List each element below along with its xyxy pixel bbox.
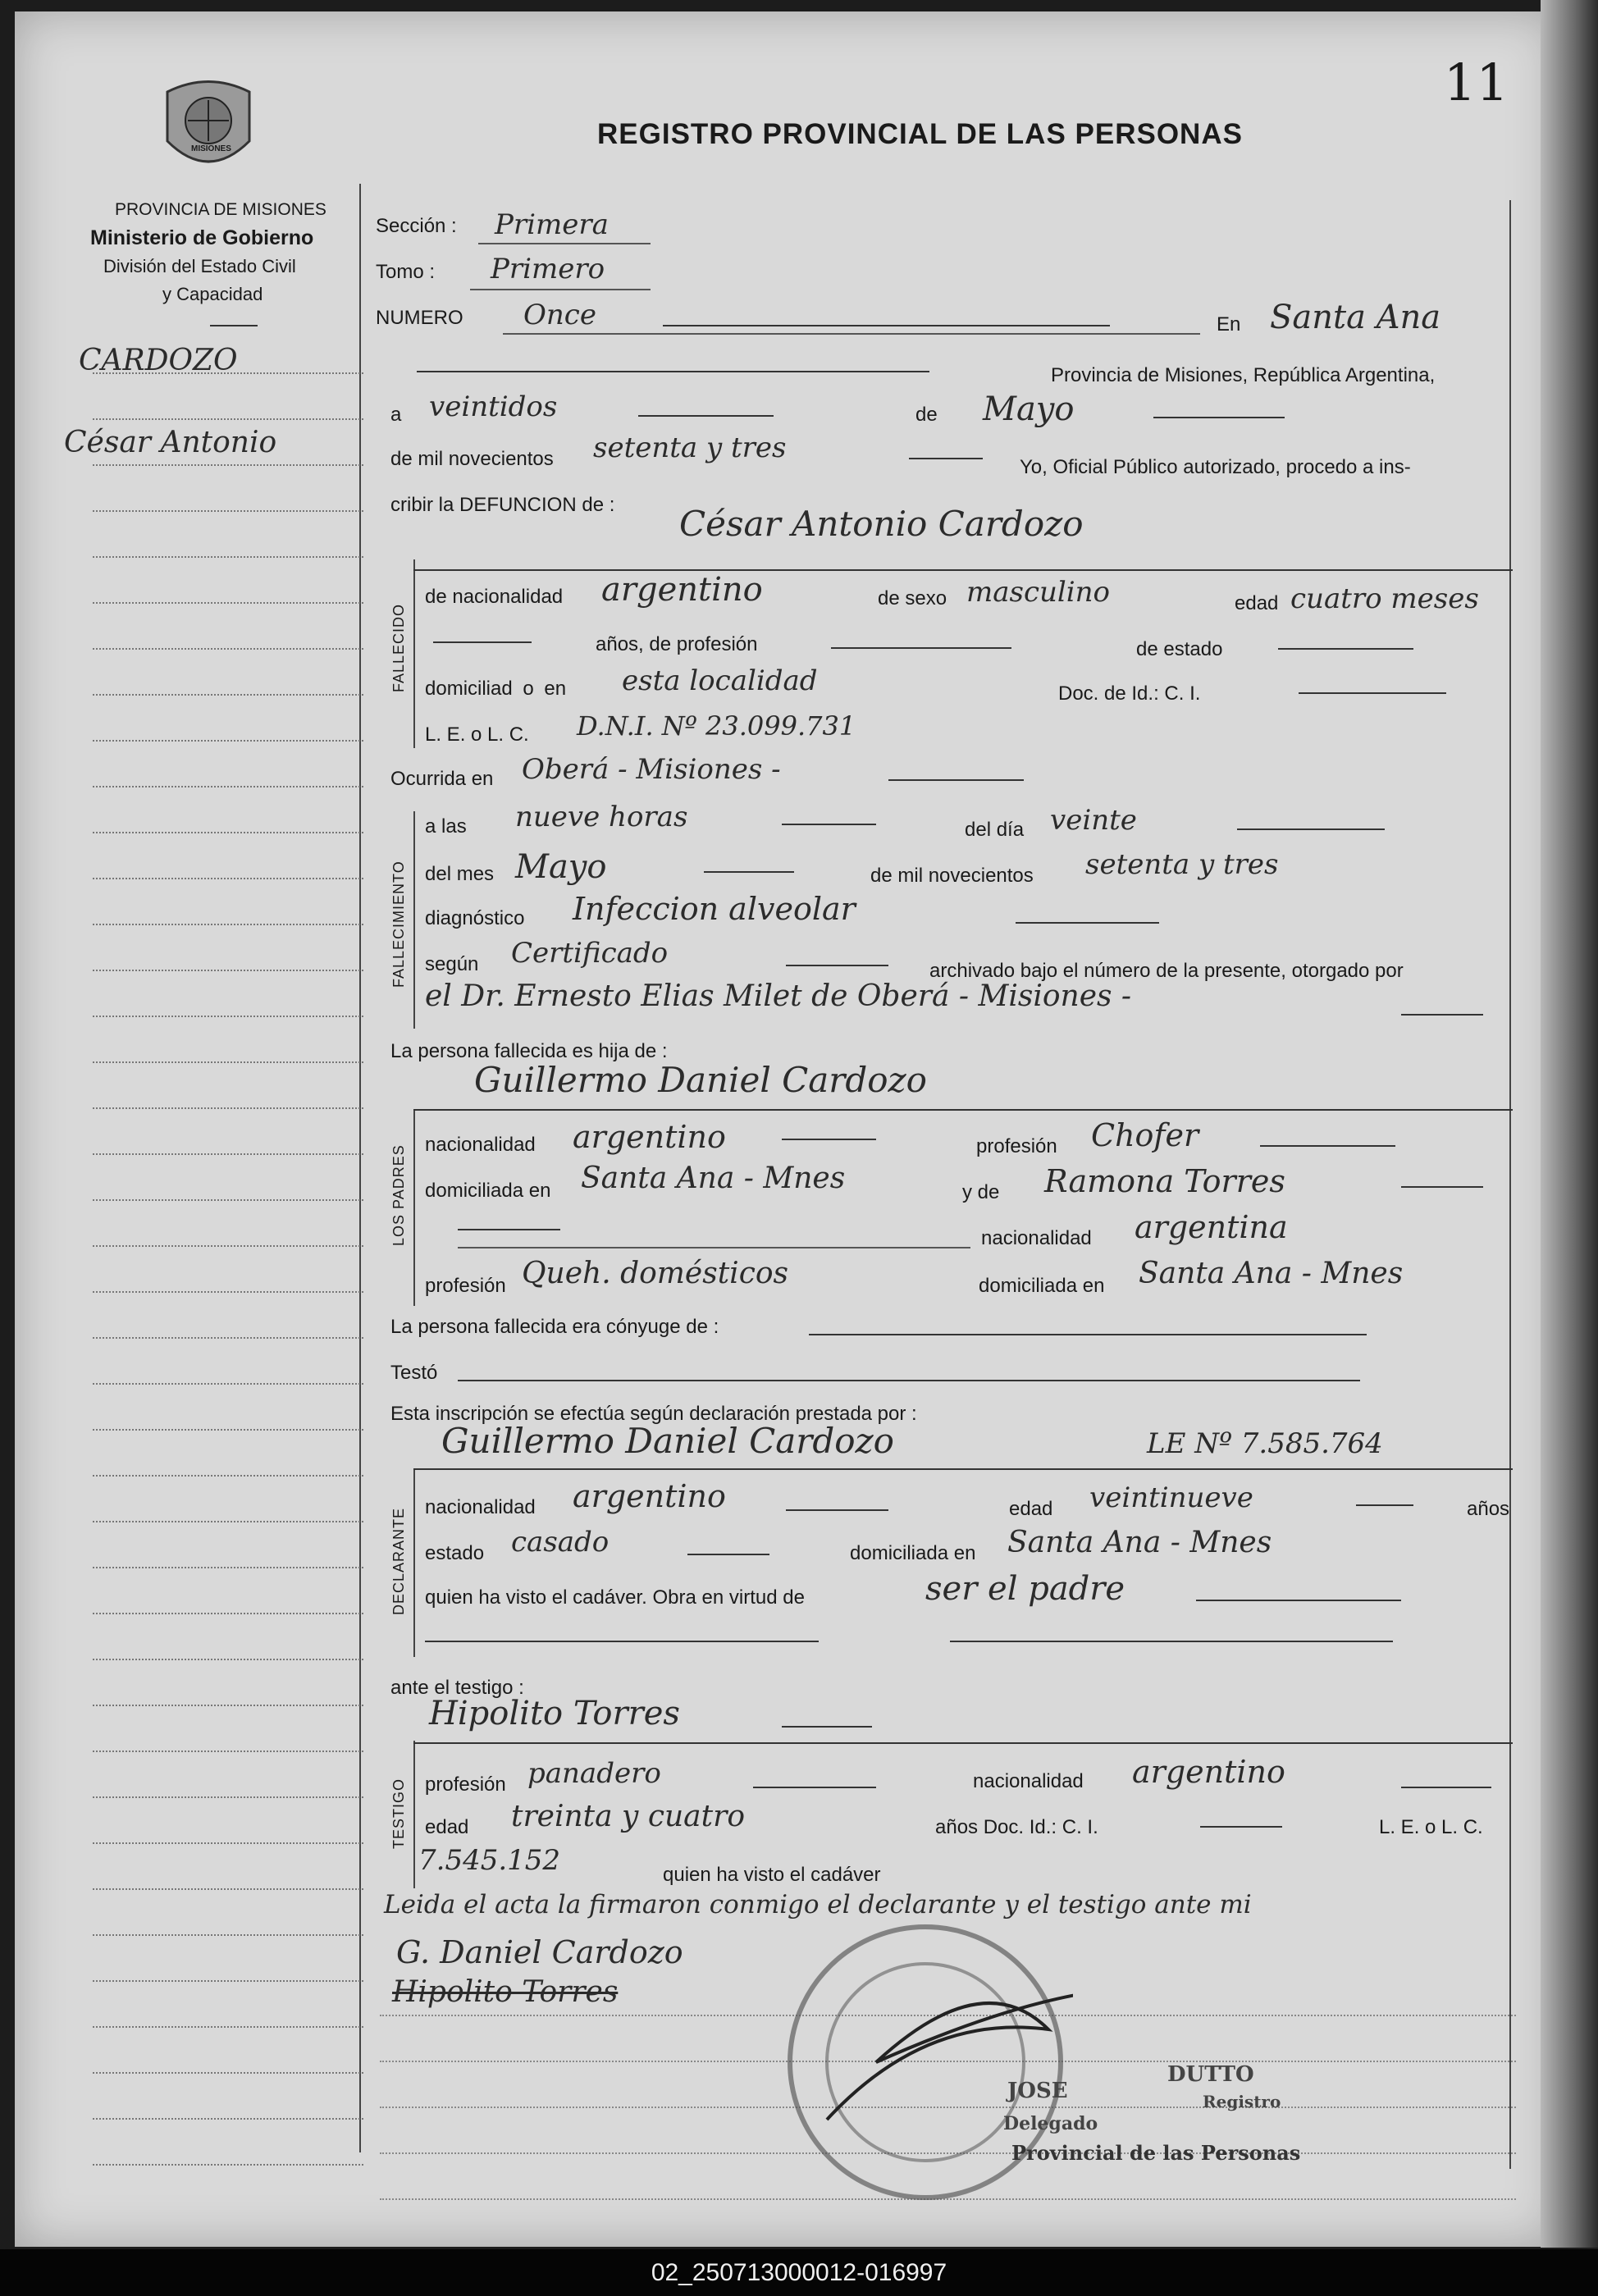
madre-nacionalidad: argentina — [1135, 1209, 1288, 1245]
padres-side-label: LOS PADRES — [390, 1144, 407, 1246]
declarante-estado: casado — [511, 1526, 610, 1559]
margin-rule-line — [93, 418, 363, 420]
margin-rule-line — [93, 740, 363, 742]
margin-rule-line — [93, 1842, 363, 1844]
margin-rule-line — [93, 832, 363, 833]
mes-value: Mayo — [515, 848, 607, 886]
nacionalidad-value: argentino — [601, 571, 763, 609]
firma-declarante: G. Daniel Cardozo — [396, 1934, 683, 1970]
sexo-value: masculino — [966, 576, 1111, 609]
margin-rule-line — [93, 694, 363, 696]
declarante-side-label: DECLARANTE — [390, 1507, 407, 1615]
testigo-nacionalidad: argentino — [1132, 1754, 1285, 1790]
de-label: de — [915, 404, 938, 426]
madre-nacionalidad-label: nacionalidad — [981, 1227, 1092, 1249]
mil-label: de mil novecientos — [390, 448, 554, 470]
padre-profesion-label: profesión — [976, 1135, 1057, 1157]
margin-rule-line — [93, 648, 363, 650]
en-value: Santa Ana — [1270, 299, 1441, 336]
book-spine — [1541, 0, 1598, 2248]
a-las-value: nueve horas — [515, 801, 688, 833]
margin-rule-line — [93, 1751, 363, 1752]
stamp-line2: DUTTO — [1167, 2062, 1254, 2087]
anios-prof-label: años, de profesión — [596, 633, 758, 655]
provincia-text: Provincia de Misiones, República Argentina, — [1051, 364, 1436, 386]
testigo-side-label: TESTIGO — [390, 1778, 407, 1849]
declarante-domicilio: Santa Ana - Mnes — [1007, 1526, 1272, 1559]
margin-rule-line — [93, 1934, 363, 1936]
padre-nacionalidad: argentino — [573, 1119, 726, 1155]
madre-profesion: Queh. domésticos — [522, 1257, 789, 1290]
testigo-intro: ante el testigo : — [390, 1677, 524, 1699]
nacionalidad-label: de nacionalidad — [425, 586, 564, 608]
edad-label: edad — [1235, 592, 1279, 614]
testigo-edad: treinta y cuatro — [511, 1800, 745, 1833]
document-page — [15, 11, 1557, 2247]
numero-label: NUMERO — [376, 307, 463, 329]
margin-rule-line — [93, 1245, 363, 1247]
padre-profesion: Chofer — [1091, 1117, 1199, 1153]
testigo-doc: 7.545.152 — [418, 1844, 561, 1877]
diagnostico-label: diagnóstico — [425, 907, 525, 929]
margin-rule-line — [93, 1521, 363, 1522]
declarante-doc: LE Nº 7.585.764 — [1147, 1427, 1383, 1460]
margin-rule-line — [93, 1567, 363, 1568]
domiciliado-suffix: o — [523, 678, 534, 700]
margin-rule-line — [93, 1107, 363, 1109]
y-de-label: y de — [962, 1181, 1000, 1203]
provincial-seal — [159, 75, 258, 182]
seccion-label: Sección : — [376, 215, 457, 237]
margin-rule-line — [93, 1016, 363, 1017]
seal-label: MISIONES — [191, 144, 231, 153]
ocurrida-value: Oberá - Misiones - — [522, 753, 781, 786]
inscribir-text: cribir la DEFUNCION de : — [390, 494, 615, 516]
hija-label: La persona fallecida es hija de : — [390, 1040, 668, 1062]
en-word: en — [544, 678, 567, 700]
madre-domicilio-label: domiciliada en — [979, 1275, 1105, 1297]
page-number: 11 — [1444, 52, 1509, 112]
day-value: veintidos — [429, 390, 558, 423]
testigo-nacionalidad-label: nacionalidad — [973, 1770, 1084, 1792]
declarante-domicilio-label: domiciliada en — [850, 1542, 976, 1564]
margin-rule-line — [93, 1337, 363, 1339]
edad-value: cuatro meses — [1290, 582, 1479, 615]
deceased-name: César Antonio Cardozo — [679, 504, 1084, 544]
margin-rule-line — [93, 1613, 363, 1614]
ministry-name: Ministerio de Gobierno — [90, 226, 314, 249]
declarante-cadaver-text: quien ha visto el cadáver. Obra en virtud de — [425, 1586, 805, 1609]
margin-rule-line — [93, 1153, 363, 1155]
declarante-estado-label: estado — [425, 1542, 485, 1564]
mes-label: del mes — [425, 863, 495, 885]
seccion-value: Primera — [495, 208, 609, 241]
fallecimiento-side-label: FALLECIMIENTO — [390, 860, 407, 988]
margin-rule-line — [93, 2072, 363, 2074]
ocurrida-label: Ocurrida en — [390, 768, 494, 790]
margin-given-names: César Antonio — [64, 426, 277, 459]
document-title: REGISTRO PROVINCIAL DE LAS PERSONAS — [597, 118, 1243, 150]
declarante-nacionalidad-label: nacionalidad — [425, 1496, 536, 1518]
en-label: En — [1217, 313, 1241, 335]
padre-nombre: Guillermo Daniel Cardozo — [474, 1060, 927, 1100]
dia-label: del día — [965, 819, 1025, 841]
a-las-label: a las — [425, 815, 467, 838]
margin-rule-line — [93, 1888, 363, 1890]
testigo-le-label: L. E. o L. C. — [1379, 1816, 1483, 1838]
testigo-edad-label: edad — [425, 1816, 469, 1838]
testo-label: Testó — [390, 1362, 438, 1384]
margin-rule-line — [93, 786, 363, 787]
year-value: setenta y tres — [593, 431, 787, 464]
diagnostico-value: Infeccion alveolar — [573, 891, 856, 927]
margin-rule-line — [93, 970, 363, 971]
anio-fallec-value: setenta y tres — [1085, 848, 1279, 881]
madre-profesion-label: profesión — [425, 1275, 506, 1297]
estado-label: de estado — [1136, 638, 1223, 660]
madre-domicilio: Santa Ana - Mnes — [1139, 1257, 1404, 1290]
margin-rule-line — [93, 372, 363, 374]
margin-rule-line — [93, 878, 363, 879]
margin-rule-line — [93, 2026, 363, 2028]
testigo-profesion-label: profesión — [425, 1773, 506, 1796]
firma-testigo: Hipolito Torres — [392, 1975, 619, 2009]
margin-rule-line — [93, 510, 363, 512]
domicilio-value: esta localidad — [622, 664, 818, 697]
margin-rule-line — [93, 602, 363, 604]
margin-rule-line — [93, 1980, 363, 1982]
segun-value: Certificado — [511, 937, 669, 970]
margin-surname: CARDOZO — [79, 344, 238, 377]
margin-rule-line — [93, 924, 363, 925]
declarante-virtud: ser el padre — [925, 1570, 1125, 1608]
stamp-line5: Provincial de las Personas — [1011, 2141, 1301, 2165]
padre-domicilio: Santa Ana - Mnes — [581, 1162, 846, 1195]
stamp-line3: Delegado — [1003, 2113, 1098, 2134]
margin-rule-line — [93, 1659, 363, 1660]
margin-rule-line — [93, 1705, 363, 1706]
margin-rule-line — [93, 1796, 363, 1798]
conyuge-label: La persona fallecida era cónyuge de : — [390, 1316, 719, 1338]
segun-label: según — [425, 953, 479, 975]
padre-domicilio-label: domiciliada en — [425, 1180, 551, 1202]
declarante-edad-label: edad — [1009, 1498, 1053, 1520]
stamp-line4: Registro — [1203, 2092, 1281, 2111]
le-value: D.N.I. Nº 23.099.731 — [577, 710, 856, 742]
testigo-cadaver-text: quien ha visto el cadáver — [663, 1864, 881, 1886]
margin-rule-line — [93, 1199, 363, 1201]
mil-fallec-label: de mil novecientos — [870, 865, 1034, 887]
a-label: a — [390, 404, 402, 426]
declarante-anios-label: años — [1467, 1498, 1510, 1520]
testigo-anios-doc-label: años Doc. Id.: C. I. — [935, 1816, 1098, 1838]
padre-nacionalidad-label: nacionalidad — [425, 1134, 536, 1156]
fallecido-side-label: FALLECIDO — [390, 603, 407, 692]
margin-rule-line — [93, 1061, 363, 1063]
testigo-nombre: Hipolito Torres — [429, 1695, 680, 1732]
tomo-label: Tomo : — [376, 261, 436, 283]
month-value: Mayo — [983, 390, 1075, 428]
sexo-label: de sexo — [878, 587, 947, 609]
province-name: PROVINCIA DE MISIONES — [115, 200, 326, 219]
leida-text: Leida el acta la firmaron conmigo el declarante y el testigo ante mi — [384, 1890, 1252, 1919]
numero-value: Once — [523, 299, 596, 331]
margin-rule-line — [93, 464, 363, 466]
doc-label: Doc. de Id.: C. I. — [1058, 682, 1201, 705]
declarante-nombre: Guillermo Daniel Cardozo — [441, 1421, 894, 1461]
madre-nombre: Ramona Torres — [1044, 1163, 1285, 1199]
official-stamp — [778, 1915, 1073, 2210]
footer-id: 02_250713000012-016997 — [0, 2249, 1598, 2296]
margin-rule-line — [93, 2118, 363, 2120]
stamp-line1: JOSE — [1007, 2079, 1068, 2103]
margin-rule-line — [93, 1429, 363, 1431]
testigo-profesion: panadero — [527, 1757, 661, 1790]
tomo-value: Primero — [491, 253, 605, 285]
capacity-name: y Capacidad — [162, 284, 263, 304]
declarante-nacionalidad: argentino — [573, 1478, 726, 1514]
le-label: L. E. o L. C. — [425, 723, 529, 746]
margin-rule-line — [93, 556, 363, 558]
declarante-intro: Esta inscripción se efectúa según declaración prestada por : — [390, 1403, 917, 1425]
archivado-text: archivado bajo el número de la presente, otorgado por — [929, 960, 1404, 982]
domiciliado-label — [425, 678, 566, 701]
division-name: División del Estado Civil — [103, 256, 296, 276]
margin-rule-line — [93, 1475, 363, 1477]
margin-rule-line — [93, 1383, 363, 1385]
medico-value: el Dr. Ernesto Elias Milet de Oberá - Misiones - — [425, 979, 1132, 1013]
oficial-text: Yo, Oficial Público autorizado, procedo a ins- — [1020, 456, 1411, 478]
dia-value: veinte — [1050, 804, 1137, 837]
margin-rule-line — [93, 2164, 363, 2166]
declarante-edad: veintinueve — [1089, 1481, 1253, 1514]
margin-rule-line — [93, 1291, 363, 1293]
domiciliado-prefix: domiciliad — [425, 678, 513, 700]
